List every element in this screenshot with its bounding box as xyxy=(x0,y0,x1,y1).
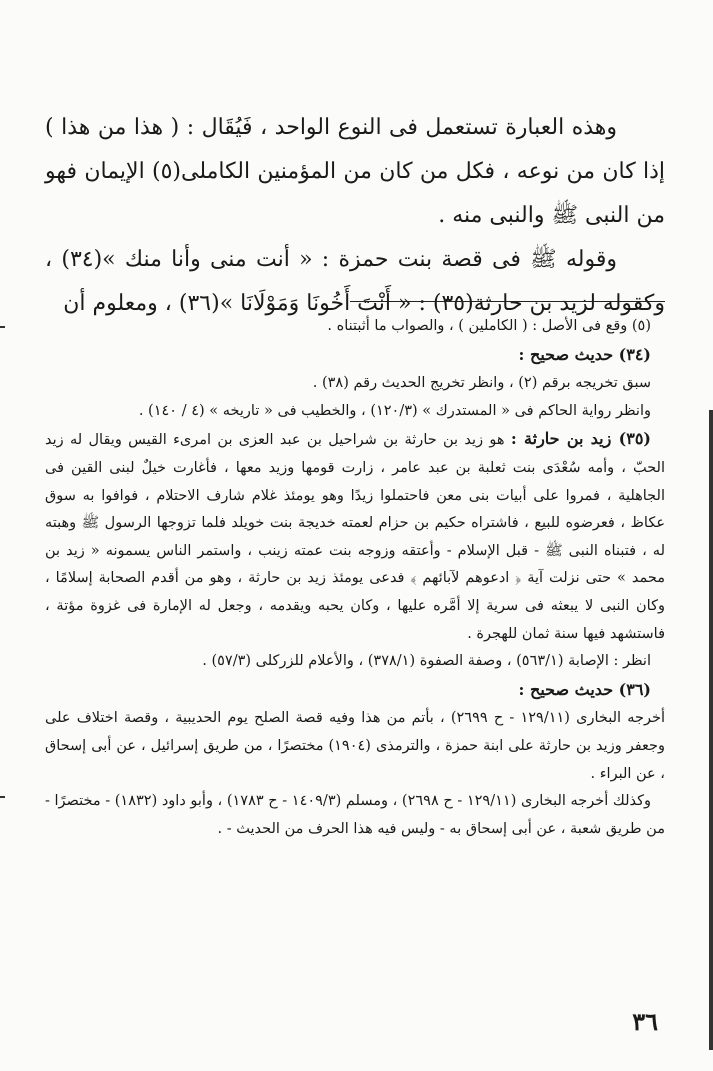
scan-edge-shadow xyxy=(709,410,713,1050)
main-paragraph-2: وقوله ﷺ فى قصة بنت حمزة : « أنت منى وأنا منك »(٣٤) ، وكقوله لزيد بن حارثة(٣٥) : « أَنْتَ أَخُونَا وَمَوْلَانَا »(٣٦) ، ومعلوم أن xyxy=(45,247,665,316)
footnote-35-body: هو زيد بن حارثة بن شراحيل بن عبد العزى بن امرىء القيس ويقال له زيد الحبّ ، وأمه سُعْدَى بنت ثعلبة بن عبد عامر ، زارت قومها وزيد معها ، فأغارت خيلٌ لبنى القين فى الجاهلية ، فمروا على أبيات بنى معن فاحتملوا زيدًا وهو يومئذ غلام شارف الاحتلام ، فوافوا به سوق عكاظ ، فعرضوه للبيع ، فاشتراه حكيم بن حزام لعمته خديجة بنت خويلد فلما تزوجها الرسول ﷺ وهبته له ، فتبناه النبى ﷺ - قبل الإسلام - وأعتقه وزوجه بنت عمته زينب ، واستمر الناس يسمونه « زيد بن محمد » حتى نزلت آية ﴿ ادعوهم لآبائهم ﴾ فدعى يومئذ زيد بن حارثة ، وهو من أقدم الصحابة إسلامًا ، وكان النبى لا يبعثه فى سرية إلا أمَّره عليها ، وكان يحبه ويقدمه ، وجعل له الإمارة فى غزوة مؤتة ، فاستشهد فيها سنة ثمان للهجرة . xyxy=(45,432,665,642)
footnote-36-body-1: أخرجه البخارى (١٢٩/١١ - ح ٢٦٩٩) ، بأتم من هذا وفيه قصة الصلح يوم الحديبية ، وقصة اختلاف على وجعفر وزيد بن حارثة على ابنة حمزة ، والترمذى (١٩٠٤) مختصرًا ، من طريق إسرائيل ، عن أبى إسحاق ، عن البراء . xyxy=(45,710,665,782)
footnote-34-title: (٣٤) حديث صحيح : xyxy=(518,344,651,364)
footnote-35 xyxy=(45,425,665,648)
footnote-34-line-2: وانظر رواية الحاكم فى « المستدرك » (١٢٠/٣) ، والخطيب فى « تاريخه » (٤ / ١٤٠) . xyxy=(138,402,651,419)
footnote-separator xyxy=(350,301,665,302)
footnote-34-line-1: سبق تخريجه برقم (٢) ، وانظر تخريج الحديث رقم (٣٨) . xyxy=(312,375,651,392)
page-number: ٣٦ xyxy=(632,1007,658,1036)
footnote-36-heading xyxy=(45,676,665,706)
footnote-34-heading xyxy=(45,341,665,371)
main-paragraph-1: وهذه العبارة تستعمل فى النوع الواحد ، فَيُقَال : ( هذا من هذا ) إذا كان من نوعه ، فكل من كان من المؤمنين الكاملى(٥) الإيمان فهو من النبى ﷺ والنبى منه . xyxy=(45,115,665,228)
scan-edge-mark xyxy=(0,796,5,798)
footnote-36-body-2: وكذلك أخرجه البخارى (١٢٩/١١ - ح ٢٦٩٨) ، ومسلم (١٤٠٩/٣ - ح ١٧٨٣) ، وأبو داود (١٨٣٢) - مختصرًا - من طريق شعبة ، عن أبى إسحاق به - وليس فيه هذا الحرف من الحديث - . xyxy=(45,793,665,837)
footnote-star: (٥) وقع فى الأصل : ( الكاملين ) ، والصواب ما أثبتناه . xyxy=(327,318,651,334)
footnote-35-title: (٣٥) زيد بن حارثة : xyxy=(510,429,651,449)
scan-edge-mark xyxy=(0,326,5,328)
main-text xyxy=(45,106,665,326)
footnote-35-references: انظر : الإصابة (٥٦٣/١) ، وصفة الصفوة (٣٧٨/١) ، والأعلام للزركلى (٥٧/٣) . xyxy=(202,653,651,670)
footnotes xyxy=(45,313,665,843)
footnote-36-title: (٣٦) حديث صحيح : xyxy=(518,679,651,699)
